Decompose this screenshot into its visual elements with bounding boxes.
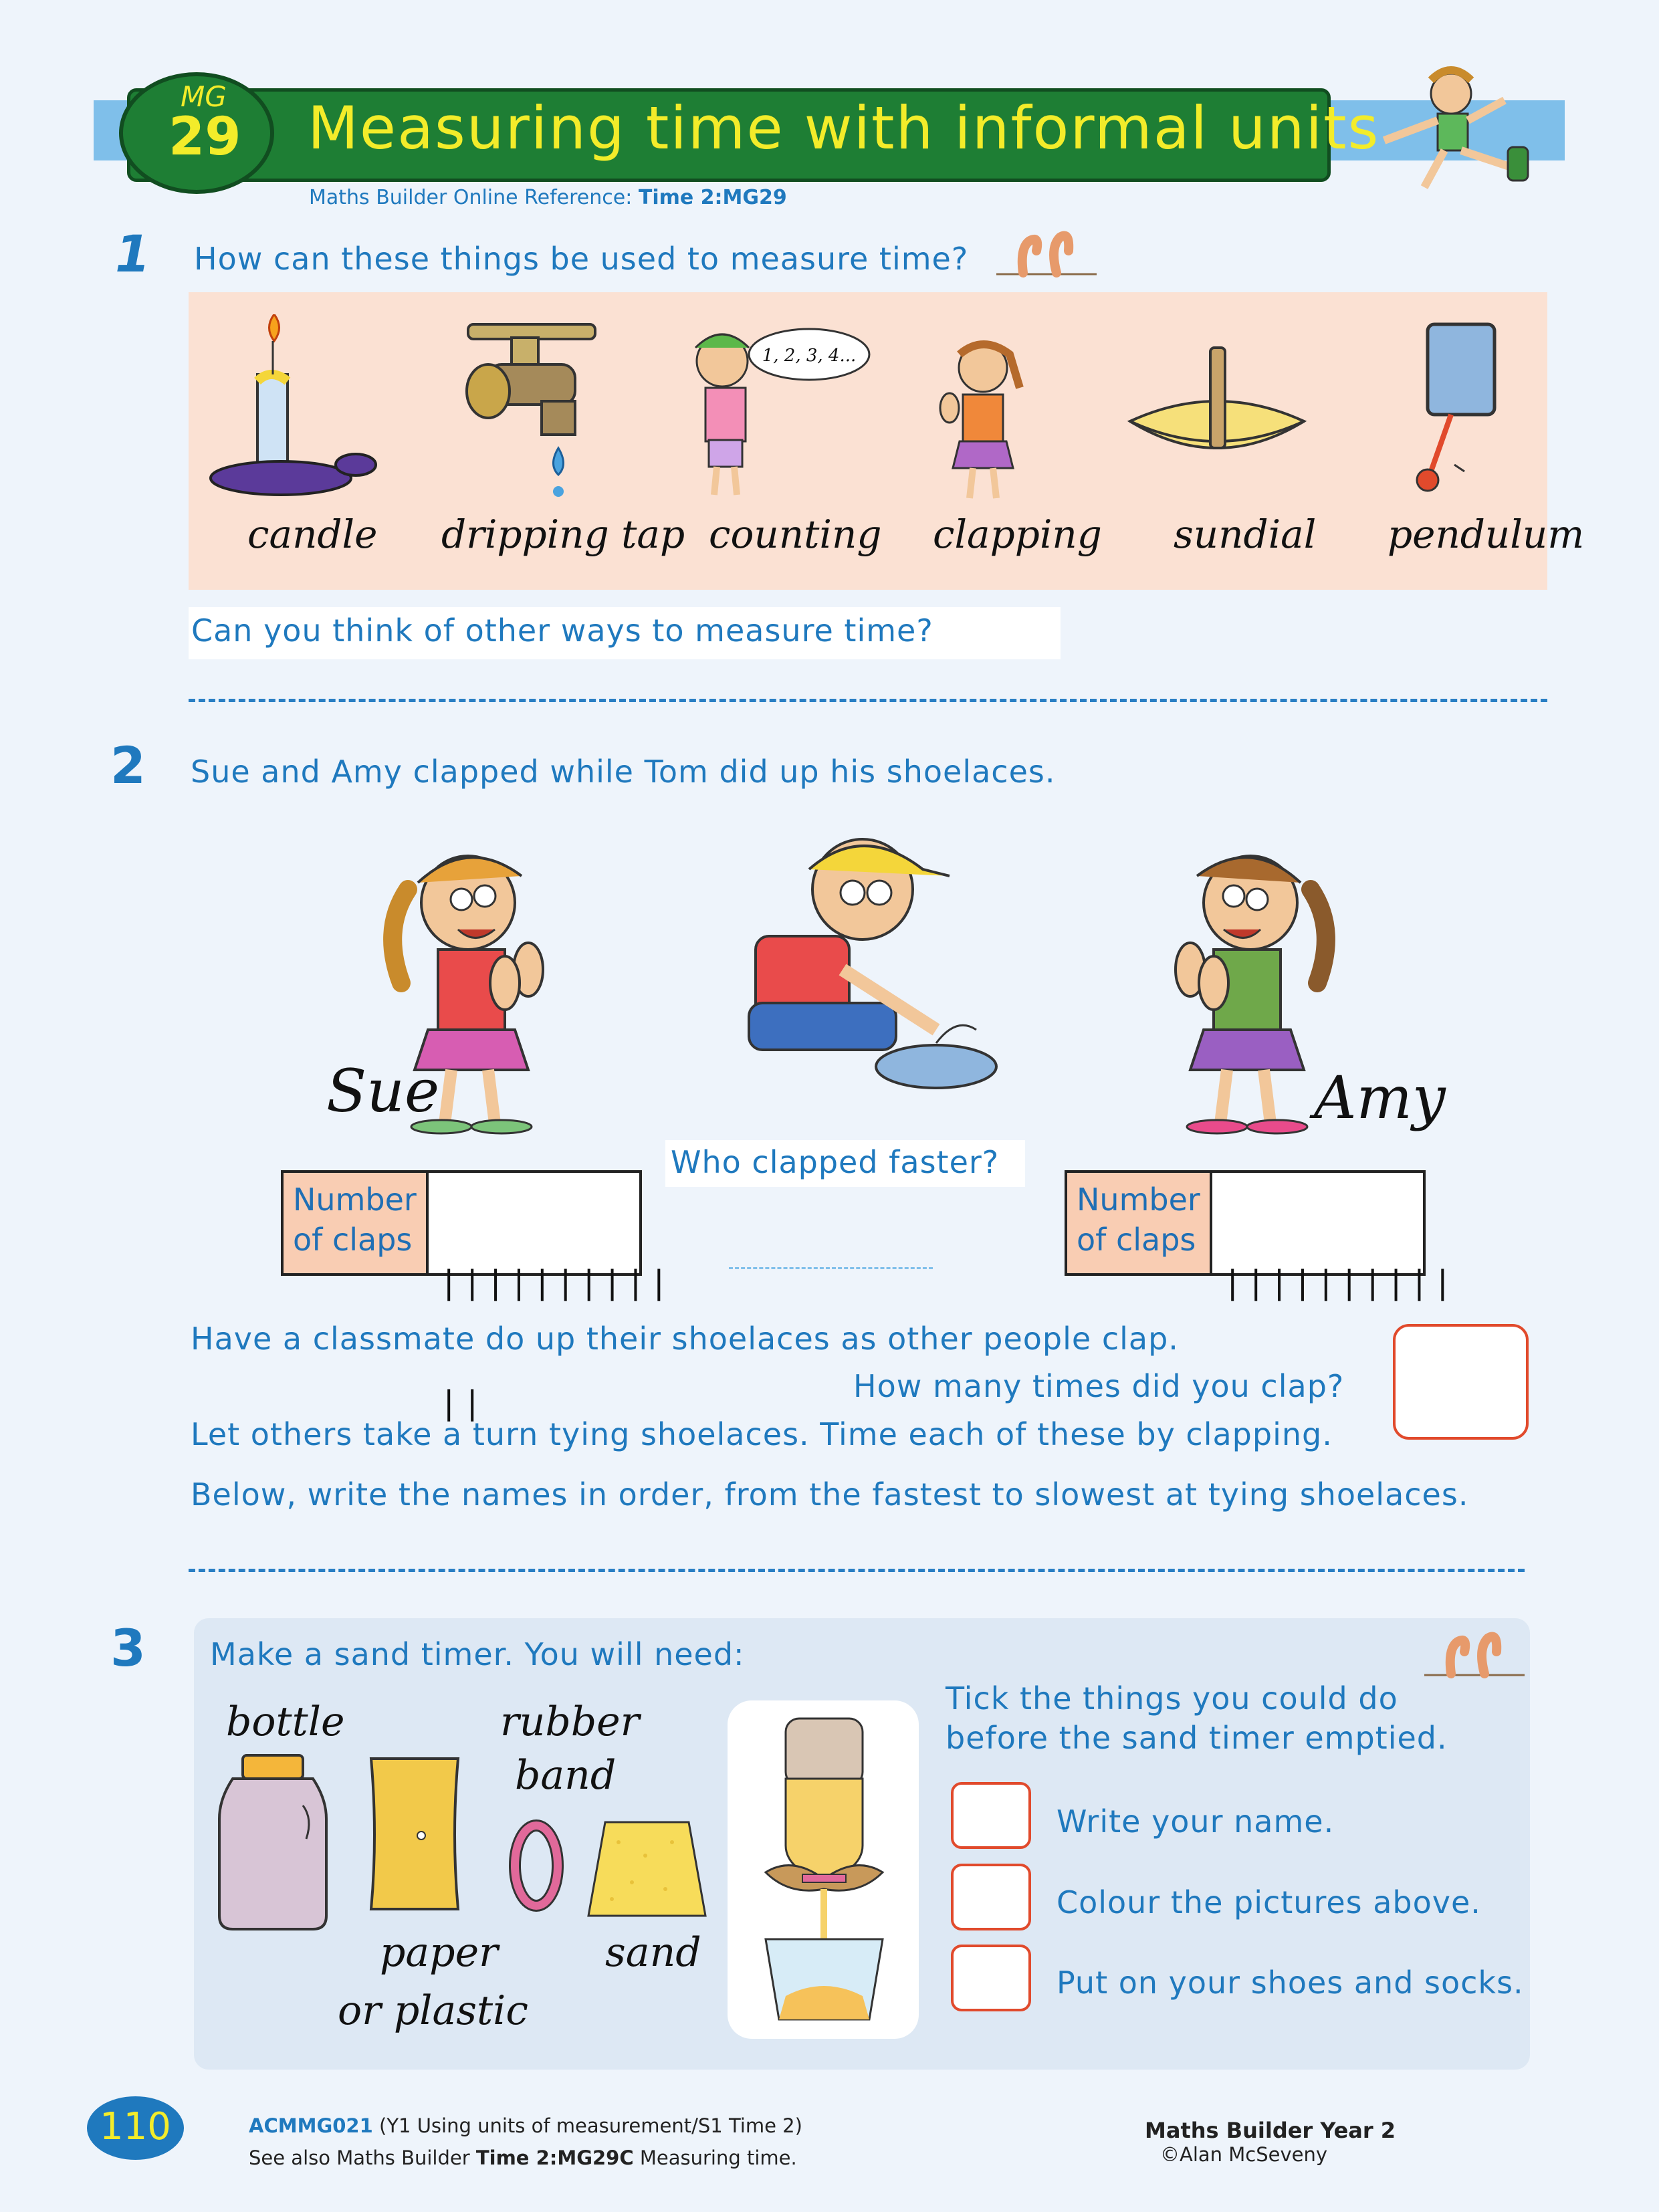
section1-question: How can these things be used to measure time? xyxy=(194,241,969,277)
material-rubber-band-label-line1: rubber xyxy=(500,1698,640,1745)
tick-item-colour-pictures: Colour the pictures above. xyxy=(1057,1884,1481,1920)
sue-tally-line2: || xyxy=(439,1384,486,1422)
page-title: Measuring time with informal units xyxy=(308,94,1380,162)
sue-tally-table xyxy=(281,1170,673,1422)
item-label-candle: candle xyxy=(247,512,378,557)
see-also-line xyxy=(249,2146,797,2169)
reference-line xyxy=(309,186,787,209)
instruction-4: Below, write the names in order, from the fastest to slowest at tying shoelaces. xyxy=(191,1476,1469,1513)
sue-name: Sue xyxy=(326,1057,440,1125)
material-bottle-label: bottle xyxy=(226,1698,345,1745)
speech-bubble-text: 1, 2, 3, 4... xyxy=(762,346,857,366)
tally-label-line2: of claps xyxy=(293,1222,413,1258)
reference-prefix: Maths Builder Online Reference: xyxy=(309,186,639,209)
amy-tally-table xyxy=(1065,1170,1456,1301)
amy-name: Amy xyxy=(1314,1063,1446,1132)
sand-icon xyxy=(585,1815,709,1922)
item-label-clapping: clapping xyxy=(933,512,1102,557)
paper-icon xyxy=(364,1755,465,1912)
worms-icon xyxy=(1411,1622,1531,1682)
sundial-icon xyxy=(1123,341,1311,475)
curriculum-desc: (Y1 Using units of measurement/S1 Time 2) xyxy=(372,2114,802,2137)
pendulum-icon xyxy=(1398,321,1505,502)
material-sand-label: sand xyxy=(605,1929,701,1976)
see-also-code: Time 2:MG29C xyxy=(475,2146,634,2169)
rubber-band-icon xyxy=(505,1815,568,1916)
lesson-code-number: 29 xyxy=(169,107,241,167)
bottle-icon xyxy=(213,1752,333,1932)
amy-tally-marks xyxy=(1212,1173,1467,1301)
tick-box-colour-pictures[interactable] xyxy=(951,1864,1031,1930)
tick-box-shoes-socks[interactable] xyxy=(951,1945,1031,2011)
see-also-prefix: See also Maths Builder xyxy=(249,2146,476,2169)
section2-question: Sue and Amy clapped while Tom did up his shoelaces. xyxy=(191,754,1056,790)
amy-tally-label xyxy=(1067,1173,1212,1273)
dripping-tap-icon xyxy=(461,314,602,502)
curriculum-line xyxy=(249,2114,802,2137)
tick-prompt-line2: before the sand timer emptied. xyxy=(946,1720,1448,1756)
clapping-child-icon xyxy=(929,328,1036,508)
sue-tally-line1: |||||||||| xyxy=(439,1264,673,1301)
section3-number: 3 xyxy=(110,1618,146,1678)
material-paper-label-line1: paper xyxy=(380,1929,498,1976)
page-number: 110 xyxy=(100,2105,171,2148)
who-clapped-faster: Who clapped faster? xyxy=(665,1140,1025,1187)
clap-count-answer-box[interactable] xyxy=(1393,1324,1529,1440)
candle-icon xyxy=(201,314,381,502)
worms-icon xyxy=(983,221,1103,281)
counting-child-icon xyxy=(675,314,876,508)
curriculum-code: ACMMG021 xyxy=(249,2114,373,2137)
tick-box-write-name[interactable] xyxy=(951,1782,1031,1849)
tom-tying-shoelaces-icon xyxy=(736,816,1016,1097)
section1-follow-up: Can you think of other ways to measure time? xyxy=(189,607,1061,659)
item-label-sundial: sundial xyxy=(1174,512,1317,557)
copyright: ©Alan McSeveny xyxy=(1160,2143,1328,2166)
material-rubber-band-label-line2: band xyxy=(515,1752,617,1799)
section3-question: Make a sand timer. You will need: xyxy=(210,1636,745,1672)
tick-item-write-name: Write your name. xyxy=(1057,1803,1335,1840)
sue-tally-label xyxy=(284,1173,429,1273)
sand-timer-icon xyxy=(746,1712,903,2026)
who-faster-answer-line[interactable] xyxy=(729,1267,933,1269)
item-label-dripping-tap: dripping tap xyxy=(441,512,685,557)
sue-tally-marks xyxy=(429,1173,683,1422)
amy-tally-line1: |||||||||| xyxy=(1222,1264,1456,1301)
book-title: Maths Builder Year 2 xyxy=(1145,2118,1396,2143)
mascot-jumping-icon xyxy=(1364,60,1538,194)
instruction-3: Let others take a turn tying shoelaces. Time each of these by clapping. xyxy=(191,1416,1333,1452)
tally-label-line2: of claps xyxy=(1077,1222,1196,1258)
section1-number: 1 xyxy=(115,224,150,284)
tally-label-line1: Number xyxy=(1077,1182,1200,1218)
item-label-pendulum: pendulum xyxy=(1388,512,1585,557)
item-label-counting: counting xyxy=(709,512,882,557)
tick-prompt-line1: Tick the things you could do xyxy=(946,1680,1398,1717)
tick-item-shoes-socks: Put on your shoes and socks. xyxy=(1057,1965,1524,2001)
answer-line-2[interactable] xyxy=(189,1569,1525,1572)
material-paper-label-line2: or plastic xyxy=(338,1987,528,2034)
section2-number: 2 xyxy=(110,736,146,795)
instruction-1: Have a classmate do up their shoelaces as other people clap. xyxy=(191,1321,1179,1357)
instruction-2: How many times did you clap? xyxy=(853,1368,1345,1404)
tally-label-line1: Number xyxy=(293,1182,417,1218)
answer-line-1[interactable] xyxy=(189,699,1547,702)
lesson-code-prefix: MG xyxy=(181,80,227,113)
reference-code: Time 2:MG29 xyxy=(638,186,787,209)
see-also-suffix: Measuring time. xyxy=(633,2146,797,2169)
